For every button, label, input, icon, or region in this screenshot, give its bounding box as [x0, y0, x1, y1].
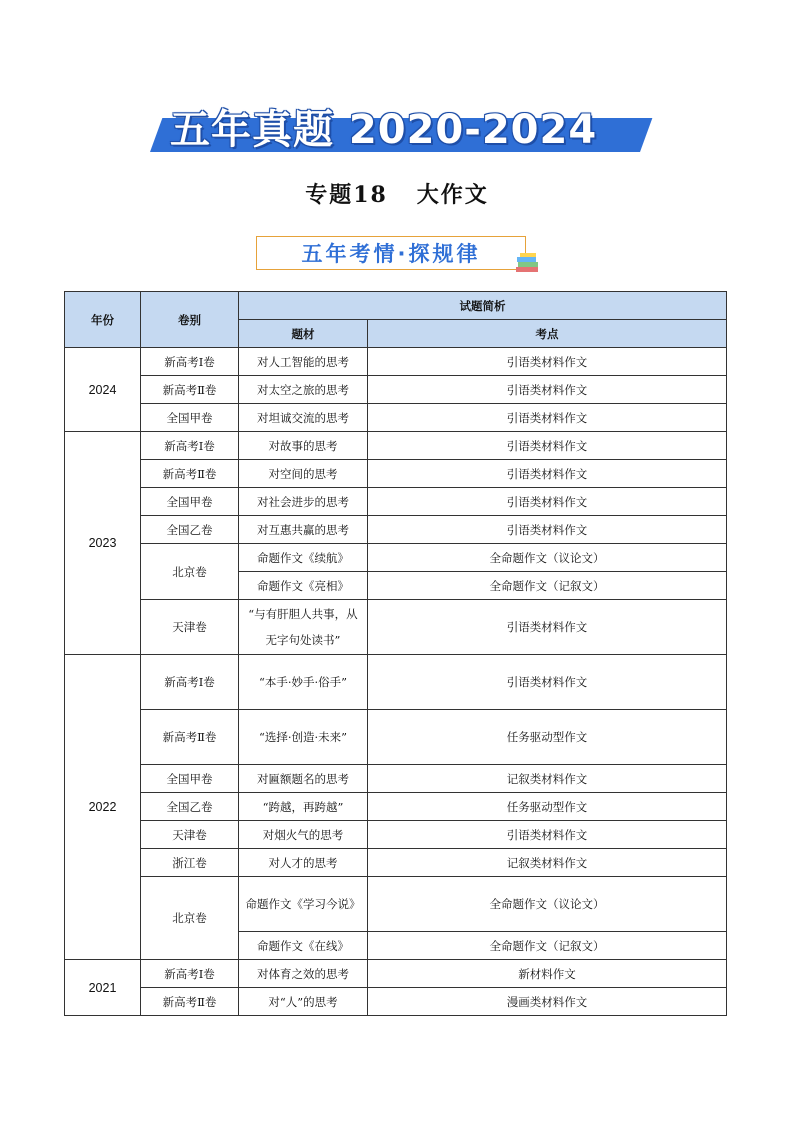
- point-cell: 引语类材料作文: [368, 404, 727, 432]
- title-banner: [150, 98, 640, 154]
- material-cell: 命题作文《在线》: [239, 932, 368, 960]
- paper-cell: 北京卷: [141, 877, 239, 960]
- table-row: [65, 488, 727, 516]
- point-cell: 引语类材料作文: [368, 348, 727, 376]
- banner-title: 五年真题 2020-2024: [170, 107, 598, 153]
- table-row: [65, 960, 727, 988]
- material-cell: “选择·创造·未来”: [239, 710, 368, 765]
- paper-cell: 新高考Ⅰ卷: [141, 432, 239, 460]
- point-cell: 全命题作文（议论文）: [368, 544, 727, 572]
- paper-cell: 天津卷: [141, 821, 239, 849]
- table-row: [65, 348, 727, 376]
- material-cell: 对互惠共赢的思考: [239, 516, 368, 544]
- paper-cell: 全国乙卷: [141, 516, 239, 544]
- paper-cell: 新高考Ⅱ卷: [141, 710, 239, 765]
- material-cell: 对坦诚交流的思考: [239, 404, 368, 432]
- table-row: [65, 765, 727, 793]
- paper-cell: 全国甲卷: [141, 404, 239, 432]
- paper-cell: 全国甲卷: [141, 765, 239, 793]
- year-cell: 2022: [65, 655, 141, 960]
- point-cell: 任务驱动型作文: [368, 710, 727, 765]
- material-cell: 对社会进步的思考: [239, 488, 368, 516]
- table-row: [65, 600, 727, 655]
- point-cell: 全命题作文（记叙文）: [368, 572, 727, 600]
- material-cell: 命题作文《亮相》: [239, 572, 368, 600]
- point-cell: 引语类材料作文: [368, 376, 727, 404]
- point-cell: 引语类材料作文: [368, 516, 727, 544]
- material-cell: “与有肝胆人共事，从无字句处读书”: [239, 600, 368, 655]
- paper-cell: 新高考Ⅱ卷: [141, 988, 239, 1016]
- paper-cell: 北京卷: [141, 544, 239, 600]
- table-row: [65, 988, 727, 1016]
- header-point: 考点: [368, 320, 727, 348]
- year-cell: 2021: [65, 960, 141, 1016]
- paper-cell: 全国甲卷: [141, 488, 239, 516]
- paper-cell: 浙江卷: [141, 849, 239, 877]
- material-cell: “跨越，再跨越”: [239, 793, 368, 821]
- point-cell: 引语类材料作文: [368, 460, 727, 488]
- point-cell: 任务驱动型作文: [368, 793, 727, 821]
- header-analysis: 试题简析: [239, 292, 727, 320]
- paper-cell: 全国乙卷: [141, 793, 239, 821]
- header-paper: 卷别: [141, 292, 239, 348]
- material-cell: 对人工智能的思考: [239, 348, 368, 376]
- exam-table: [64, 291, 727, 1016]
- paper-cell: 新高考Ⅱ卷: [141, 376, 239, 404]
- material-cell: 对“人”的思考: [239, 988, 368, 1016]
- point-cell: 引语类材料作文: [368, 600, 727, 655]
- paper-cell: 新高考Ⅱ卷: [141, 460, 239, 488]
- table-row: [65, 404, 727, 432]
- point-cell: 全命题作文（记叙文）: [368, 932, 727, 960]
- point-cell: 引语类材料作文: [368, 821, 727, 849]
- year-cell: 2024: [65, 348, 141, 432]
- table-row: [65, 821, 727, 849]
- paper-cell: 新高考Ⅰ卷: [141, 655, 239, 710]
- paper-cell: 天津卷: [141, 600, 239, 655]
- table-row: [65, 544, 727, 572]
- table-row: [65, 460, 727, 488]
- year-cell: 2023: [65, 432, 141, 655]
- material-cell: 对匾额题名的思考: [239, 765, 368, 793]
- table-row: [65, 849, 727, 877]
- point-cell: 引语类材料作文: [368, 655, 727, 710]
- table-row: [65, 432, 727, 460]
- point-cell: 新材料作文: [368, 960, 727, 988]
- paper-cell: 新高考Ⅰ卷: [141, 348, 239, 376]
- paper-cell: 新高考Ⅰ卷: [141, 960, 239, 988]
- material-cell: 对故事的思考: [239, 432, 368, 460]
- material-cell: 对空间的思考: [239, 460, 368, 488]
- material-cell: 对太空之旅的思考: [239, 376, 368, 404]
- material-cell: 对体育之效的思考: [239, 960, 368, 988]
- point-cell: 引语类材料作文: [368, 488, 727, 516]
- point-cell: 引语类材料作文: [368, 432, 727, 460]
- material-cell: “本手·妙手·俗手”: [239, 655, 368, 710]
- material-cell: 命题作文《学习今说》: [239, 877, 368, 932]
- table-row: [65, 376, 727, 404]
- section-label: 五年考情·探规律: [301, 242, 481, 266]
- topic-title: 专题18 大作文: [305, 182, 489, 208]
- material-cell: 对烟火气的思考: [239, 821, 368, 849]
- table-row: [65, 793, 727, 821]
- material-cell: 命题作文《续航》: [239, 544, 368, 572]
- header-material: 题材: [239, 320, 368, 348]
- point-cell: 漫画类材料作文: [368, 988, 727, 1016]
- table-row: [65, 710, 727, 765]
- point-cell: 记叙类材料作文: [368, 849, 727, 877]
- table-row: [65, 877, 727, 932]
- section-label-box: [256, 236, 526, 270]
- point-cell: 全命题作文（议论文）: [368, 877, 727, 932]
- material-cell: 对人才的思考: [239, 849, 368, 877]
- table-row: [65, 516, 727, 544]
- table-row: [65, 655, 727, 710]
- header-year: 年份: [65, 292, 141, 348]
- point-cell: 记叙类材料作文: [368, 765, 727, 793]
- books-icon: [514, 251, 542, 275]
